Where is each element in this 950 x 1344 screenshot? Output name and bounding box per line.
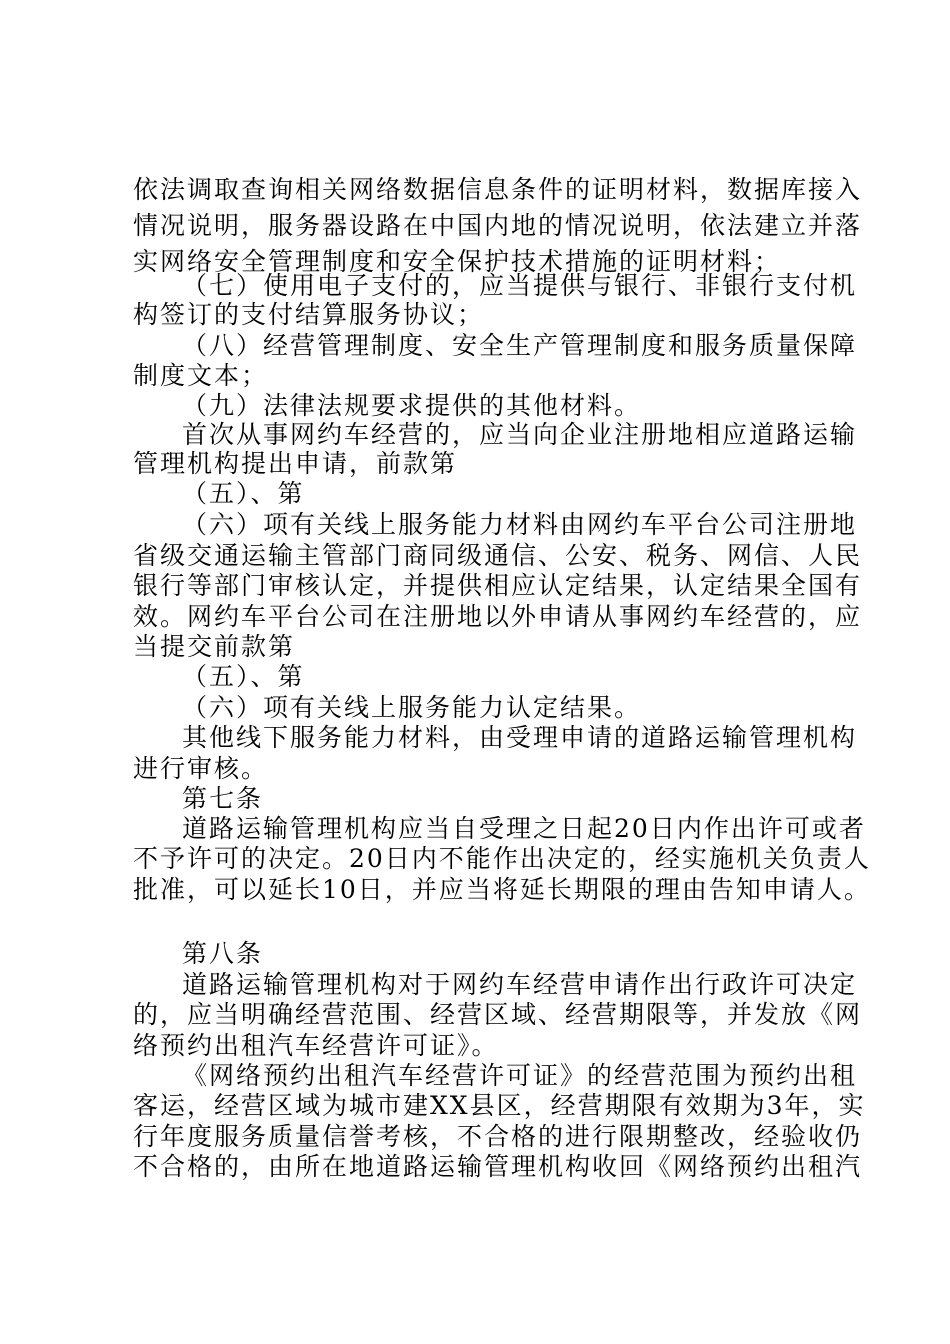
text-line: 首次从事网约车经营的，应当向企业注册地相应道路运输 <box>182 420 858 449</box>
text-line: （五）、第 <box>182 479 305 508</box>
text-line: 《网络预约出租汽车经营许可证》的经营范围为预约出租 <box>182 1061 858 1090</box>
text-line: 进行审核。 <box>133 754 269 783</box>
section-heading: 第七条 <box>182 784 264 813</box>
text-line: 行年度服务质量信誉考核，不合格的进行限期整改，经验收仍 <box>133 1122 863 1151</box>
text-line: 道路运输管理机构应当自受理之日起20日内作出许可或者 <box>182 814 866 843</box>
text-line: 道路运输管理机构对于网约车经营申请作出行政许可决定 <box>182 970 858 999</box>
text-line: （五）、第 <box>182 662 305 691</box>
text-line: 当提交前款第 <box>133 632 296 661</box>
text-line: （六）项有关线上服务能力认定结果。 <box>182 693 642 722</box>
text-line: 制度文本； <box>133 361 269 390</box>
text-line: 的，应当明确经营范围、经营区域、经营期限等，并发放《网 <box>133 1000 863 1029</box>
text-line: （八）经营管理制度、安全生产管理制度和服务质量保障 <box>182 331 858 360</box>
text-line: 批准，可以延长10日，并应当将延长期限的理由告知申请人。 <box>133 875 871 904</box>
text-line: （七）使用电子支付的，应当提供与银行、非银行支付机 <box>182 271 858 300</box>
text-line: 银行等部门审核认定，并提供相应认定结果，认定结果全国有 <box>133 571 863 600</box>
text-line: 依法调取查询相关网络数据信息条件的证明材料，数据库接入 <box>133 175 863 204</box>
text-line: 情况说明，服务器设路在中国内地的情况说明，依法建立并落 <box>133 211 863 240</box>
text-line: 不合格的，由所在地道路运输管理机构收回《网络预约出租汽 <box>133 1152 863 1181</box>
text-line: 络预约出租汽车经营许可证》。 <box>133 1031 499 1060</box>
text-line: 效。网约车平台公司在注册地以外申请从事网约车经营的，应 <box>133 602 863 631</box>
text-line: 省级交通运输主管部门商同级通信、公安、税务、网信、人民 <box>133 541 863 570</box>
text-line: （六）项有关线上服务能力材料由网约车平台公司注册地 <box>182 510 858 539</box>
text-line: 管理机构提出申请，前款第 <box>133 449 458 478</box>
section-heading: 第八条 <box>182 939 264 968</box>
text-line: （九）法律法规要求提供的其他材料。 <box>182 391 642 420</box>
text-line: 其他线下服务能力材料，由受理申请的道路运输管理机构 <box>182 723 858 752</box>
text-line: 客运，经营区域为城市建XX县区，经营期限有效期为3年，实 <box>133 1091 866 1120</box>
text-line: 构签订的支付结算服务协议； <box>133 300 485 329</box>
text-line: 实网络安全管理制度和安全保护技术措施的证明材料； <box>133 247 782 276</box>
text-line: 不予许可的决定。20日内不能作出决定的，经实施机关负责人 <box>133 844 871 873</box>
